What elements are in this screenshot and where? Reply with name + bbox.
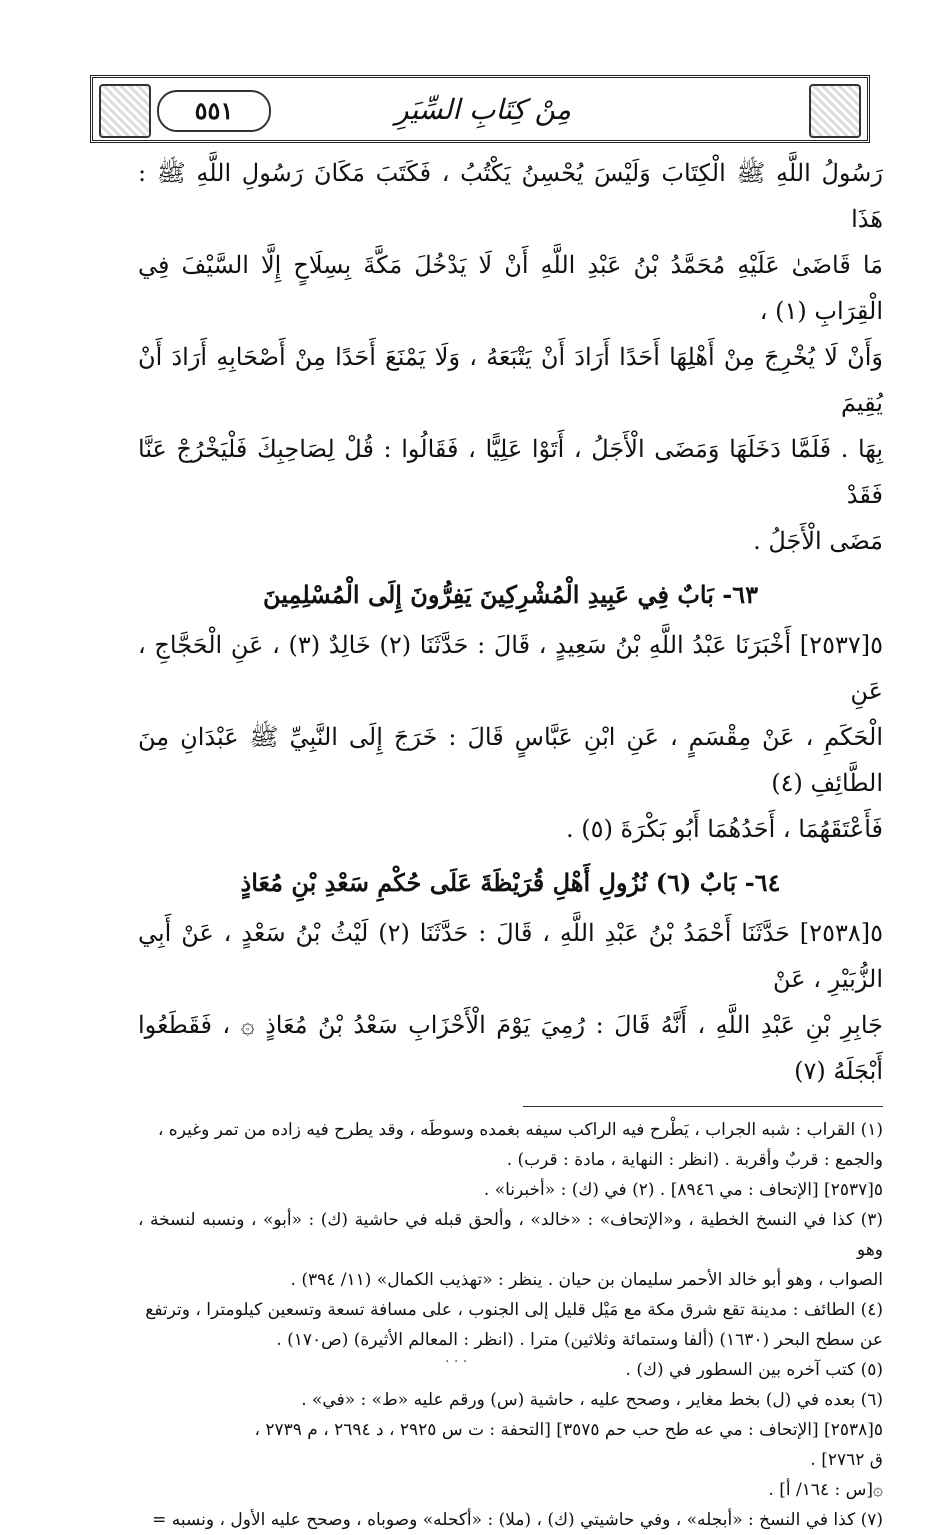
footnote-line: (٦) بعده في (ل) بخط مغاير ، وصحح عليه ، حاشية (س) ورقم عليه «ط» : «في» . bbox=[301, 1390, 883, 1410]
footnote-line: عن سطح البحر (١٦٣٠) (ألفا وستمائة وثلاثين) مترا . (انظر : المعالم الأثيرة) (ص١٧٠) . bbox=[276, 1330, 883, 1350]
text-line: وَأَنْ لَا يُخْرِجَ مِنْ أَهْلِهَا أَحَدًا أَرَادَ أَنْ يَتْبَعَهُ ، وَلَا يَمْنَعَ أَحَدًا مِنْ أَصْحَابِهِ أَرَادَ أَنْ يُقِيمَ bbox=[138, 343, 883, 417]
text-line: جَابِرِ بْنِ عَبْدِ اللَّهِ ، أَنَّهُ قَالَ : رُمِيَ يَوْمَ الْأَحْزَابِ سَعْدُ بْنُ مُعَاذٍ ۞ ، فَقَطَعُوا أَبْجَلَهُ (٧) bbox=[138, 1011, 883, 1085]
page-number: ٥٥١ bbox=[157, 90, 271, 132]
ornament-left-icon bbox=[99, 84, 151, 138]
text-line: بِهَا . فَلَمَّا دَخَلَهَا وَمَضَى الْأَجَلُ ، أَتَوْا عَلِيًّا ، فَقَالُوا : قُلْ لِصَاحِبِكَ فَلْيَخْرُجْ عَنَّا فَقَدْ bbox=[138, 435, 883, 509]
text-line: ٥[٢٥٣٧] أَخْبَرَنَا عَبْدُ اللَّهِ بْنُ سَعِيدٍ ، قَالَ : حَدَّثَنَا (٢) خَالِدٌ (٣) ، عَنِ الْحَجَّاجِ ، عَنِ bbox=[138, 631, 883, 705]
chapter-title: مِنْ كِتَابِ السِّيَرِ bbox=[395, 93, 571, 126]
text-line: الْحَكَمِ ، عَنْ مِقْسَمٍ ، عَنِ ابْنِ عَبَّاسٍ قَالَ : خَرَجَ إِلَى النَّبِيِّ ﷺ عَبْدَانِ مِنَ الطَّائِفِ (٤) bbox=[138, 723, 884, 797]
footnote-line: ٥[٢٥٣٨] [الإتحاف : مي عه طح حب حم ٣٥٧٥] [التحفة : ت س ٢٩٢٥ ، د ٢٦٩٤ ، م ٢٧٣٩ ، bbox=[254, 1420, 883, 1440]
text-line: ٥[٢٥٣٨] حَدَّثَنَا أَحْمَدُ بْنُ عَبْدِ اللَّهِ ، قَالَ : حَدَّثَنَا (٢) لَيْثُ بْنُ سَعْدٍ ، عَنْ أَبِي الزُّبَيْرِ ، عَنْ bbox=[138, 919, 883, 993]
footnote-line: (١) القراب : شبه الجراب ، يَطْرح فيه الراكب سيفه بغمده وسوطَه ، وقد يطرح فيه زاده من تمر وغيره ، bbox=[157, 1120, 883, 1140]
footnote-line: الصواب ، وهو أبو خالد الأحمر سليمان بن حيان . ينظر : «تهذيب الكمال» (١١/ ٣٩٤) . bbox=[290, 1270, 883, 1290]
footnote-line: (٧) كذا في النسخ : «أبجله» ، وفي حاشيتي (ك) ، (ملا) : «أكحله» وصوباه ، وصحح عليه الأول ، ونسبه = bbox=[152, 1510, 883, 1530]
footnote-line: ٥[٢٥٣٧] [الإتحاف : مي ٨٩٤٦] . (٢) في (ك) : «أخبرنا» . bbox=[483, 1180, 883, 1200]
footnote-line: والجمع : قربٌ وأقربة . (انظر : النهاية ، مادة : قرب) . bbox=[506, 1150, 883, 1170]
ornament-right-icon bbox=[809, 84, 861, 138]
footnote-line: ۞[س : ١٦٤/ أ] . bbox=[768, 1480, 883, 1500]
text-line: رَسُولُ اللَّهِ ﷺ الْكِتَابَ وَلَيْسَ يُحْسِنُ يَكْتُبُ ، فَكَتَبَ مَكَانَ رَسُولِ اللَّهِ ﷺ : هَذَا bbox=[138, 159, 883, 233]
footnote-line: (٣) كذا في النسخ الخطية ، و«الإتحاف» : «خالد» ، وألحق قبله في حاشية (ك) : «أبو» ، ونسبه لنسخة ، وهو bbox=[138, 1210, 883, 1260]
footnotes bbox=[138, 1115, 883, 1535]
footnote-line: ق ٢٧٦٢] . bbox=[810, 1450, 883, 1470]
section-heading-64: ٦٤- بَابٌ (٦) نُزُولِ أَهْلِ قُرَيْظَةَ عَلَى حُكْمِ سَعْدِ بْنِ مُعَاذٍ bbox=[240, 868, 781, 897]
main-text bbox=[138, 150, 883, 1094]
text-line: مَضَى الْأَجَلُ . bbox=[753, 527, 883, 555]
page-body bbox=[138, 150, 883, 1535]
running-header bbox=[90, 75, 870, 143]
footnote-line: (٤) الطائف : مدينة تقع شرق مكة مع مَيْل قليل إلى الجنوب ، على مسافة تسعة وتسعين كيلومترا ، وترتفع bbox=[145, 1300, 883, 1320]
footnote-line: (٥) كتب آخره بين السطور في (ك) . bbox=[625, 1360, 883, 1380]
bottom-mark: . . . bbox=[445, 1350, 468, 1366]
footnote-divider bbox=[523, 1106, 883, 1107]
text-line: مَا قَاضَىٰ عَلَيْهِ مُحَمَّدُ بْنُ عَبْدِ اللَّهِ أَنْ لَا يَدْخُلَ مَكَّةَ بِسِلَاحٍ إِلَّا السَّيْفَ فِي الْقِرَابِ (١) ، bbox=[138, 251, 883, 325]
section-heading-63: ٦٣- بَابٌ فِي عَبِيدِ الْمُشْرِكِينَ يَفِرُّونَ إِلَى الْمُسْلِمِينَ bbox=[263, 580, 758, 609]
text-line: فَأَعْتَقَهُمَا ، أَحَدُهُمَا أَبُو بَكْرَةَ (٥) . bbox=[566, 815, 883, 843]
